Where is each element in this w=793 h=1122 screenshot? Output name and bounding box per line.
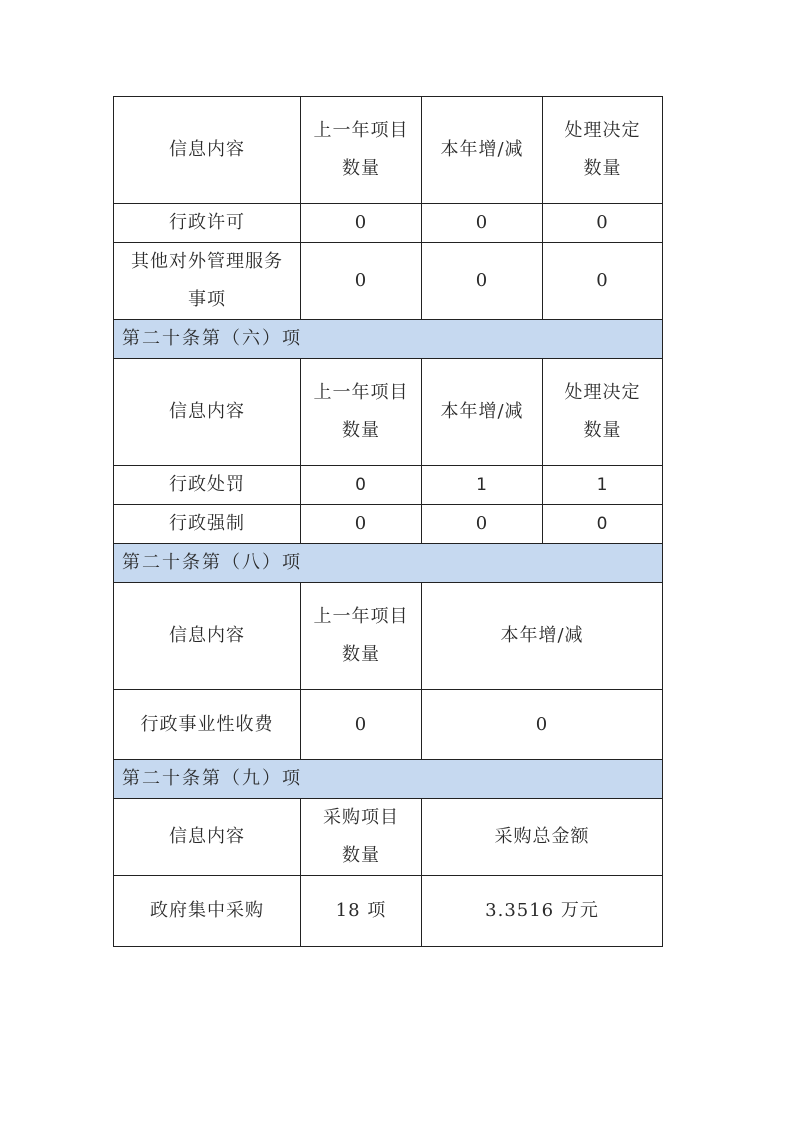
header-decision-line1: 处理决定 [564,120,641,141]
header-decision-line2: 数量 [583,420,622,441]
table-row [114,243,663,320]
row-prev: 0 [301,466,422,505]
section-title-row [114,760,663,799]
table-header-row [114,359,663,466]
table-row [114,466,663,505]
row-prev: 0 [301,204,422,243]
header-procurement-count [301,799,422,876]
header-info-content: 信息内容 [114,97,301,204]
row-label: 政府集中采购 [114,876,301,947]
header-procurement-line2: 数量 [342,845,380,866]
section-title: 第二十条第（六）项 [114,320,663,359]
row-label-line2: 事项 [188,289,226,310]
header-info-content: 信息内容 [114,799,301,876]
row-decisions: 0 [543,243,663,320]
header-procurement-line1: 采购项目 [323,807,399,828]
table-row [114,876,663,947]
row-amount: 3.3516 万元 [422,876,663,947]
table-row [114,204,663,243]
header-prev-year-line1: 上一年项目 [313,120,409,141]
row-prev: 0 [301,243,422,320]
row-change: 1 [422,466,543,505]
row-count: 18 项 [301,876,422,947]
row-label: 行政许可 [114,204,301,243]
disclosure-table [113,96,663,947]
header-prev-year-count [301,97,422,204]
header-prev-year-line2: 数量 [342,420,380,441]
row-decisions: 0 [543,204,663,243]
table-row [114,690,663,760]
header-change: 本年增/减 [422,359,543,466]
header-prev-year-count [301,359,422,466]
row-change: 0 [422,505,543,544]
header-prev-year-line1: 上一年项目 [313,382,409,403]
table-header-row [114,799,663,876]
row-label: 行政处罚 [114,466,301,505]
header-change: 本年增/减 [422,97,543,204]
table-header-row [114,583,663,690]
row-prev: 0 [301,505,422,544]
header-decision-count [543,359,663,466]
row-decisions: 0 [543,505,663,544]
header-change: 本年增/减 [422,583,663,690]
row-change: 0 [422,690,663,760]
header-prev-year-line1: 上一年项目 [313,606,409,627]
section-title: 第二十条第（九）项 [114,760,663,799]
row-label-line1: 其他对外管理服务 [131,251,283,272]
header-prev-year-count [301,583,422,690]
section-title-row [114,544,663,583]
table-row [114,505,663,544]
header-decision-line2: 数量 [583,158,622,179]
header-prev-year-line2: 数量 [342,644,380,665]
header-info-content: 信息内容 [114,583,301,690]
section-title-row [114,320,663,359]
header-info-content: 信息内容 [114,359,301,466]
section-title: 第二十条第（八）项 [114,544,663,583]
row-change: 0 [422,204,543,243]
row-label: 行政事业性收费 [114,690,301,760]
header-decision-count [543,97,663,204]
row-decisions: 1 [543,466,663,505]
row-change: 0 [422,243,543,320]
header-prev-year-line2: 数量 [342,158,380,179]
header-procurement-total: 采购总金额 [422,799,663,876]
header-decision-line1: 处理决定 [564,382,641,403]
row-label: 行政强制 [114,505,301,544]
table-header-row [114,97,663,204]
row-prev: 0 [301,690,422,760]
row-label [114,243,301,320]
